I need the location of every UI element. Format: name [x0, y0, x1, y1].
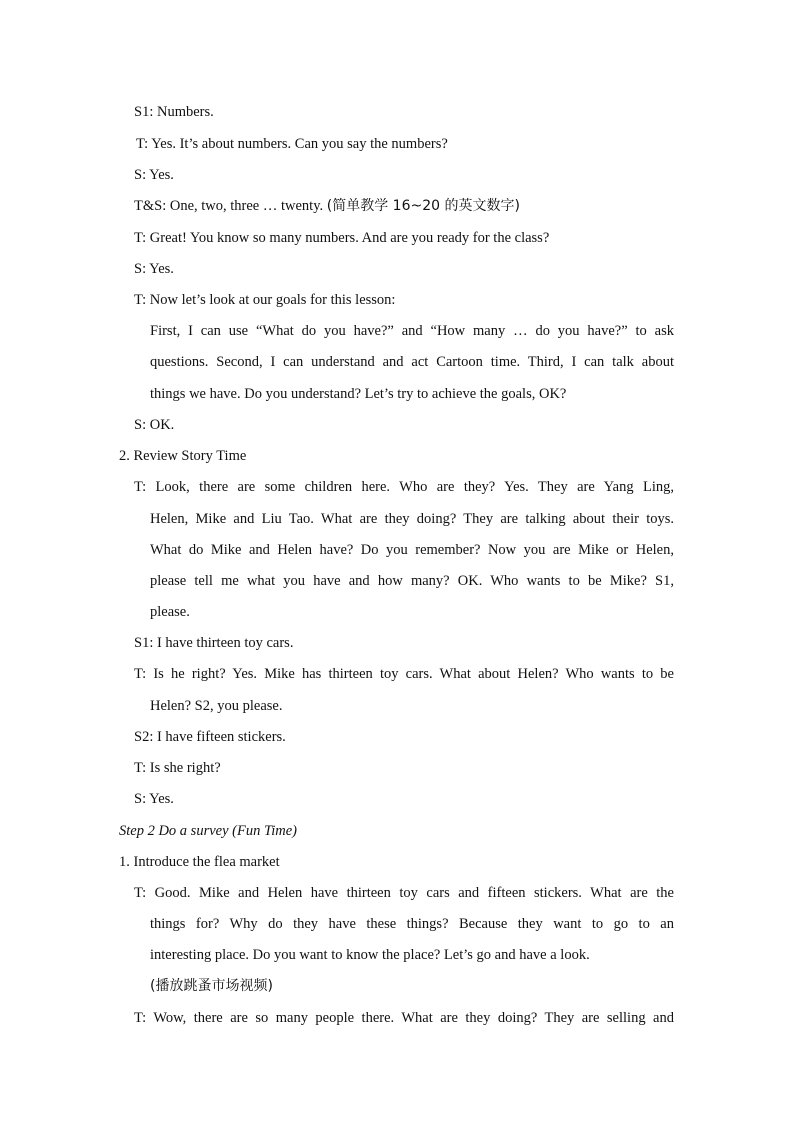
text-line: Helen, Mike and Liu Tao. What are they doing? They are talking about their toys. — [150, 511, 674, 527]
text-line: Helen? S2, you please. — [150, 698, 283, 714]
text-line: T: Yes. It’s about numbers. Can you say the numbers? — [136, 136, 448, 152]
text-line: T: Great! You know so many numbers. And are you ready for the class? — [134, 230, 550, 246]
text-line — [134, 197, 520, 215]
text-line: S1: Numbers. — [134, 104, 214, 120]
text-line: S2: I have fifteen stickers. — [134, 729, 286, 745]
text-line: S: Yes. — [134, 791, 174, 807]
text-line: S: Yes. — [134, 261, 174, 277]
chinese-annotation: (播放跳蚤市场视频) — [150, 978, 273, 994]
text-line: interesting place. Do you want to know the place? Let’s go and have a look. — [150, 947, 590, 963]
text-line: things we have. Do you understand? Let’s try to achieve the goals, OK? — [150, 386, 567, 402]
text-line: First, I can use “What do you have?” and “How many … do you have?” to ask — [150, 323, 674, 339]
step-heading: Step 2 Do a survey (Fun Time) — [119, 823, 297, 839]
text-line: please tell me what you have and how many? OK. Who wants to be Mike? S1, — [150, 573, 674, 589]
text-line: T: Is she right? — [134, 760, 221, 776]
text-segment: T&S: One, two, three … twenty. — [134, 198, 327, 214]
text-line: S: Yes. — [134, 167, 174, 183]
text-line: please. — [150, 604, 190, 620]
text-line: S: OK. — [134, 417, 175, 433]
text-line: things for? Why do they have these things? Because they want to go to an — [150, 916, 674, 932]
section-heading: 1. Introduce the flea market — [119, 854, 280, 870]
text-line: questions. Second, I can understand and act Cartoon time. Third, I can talk about — [150, 354, 674, 370]
text-line: T: Is he right? Yes. Mike has thirteen toy cars. What about Helen? Who wants to be — [134, 666, 674, 682]
section-heading: 2. Review Story Time — [119, 448, 247, 464]
text-line: S1: I have thirteen toy cars. — [134, 635, 294, 651]
text-line: T: Now let’s look at our goals for this lesson: — [134, 292, 396, 308]
chinese-annotation: (简单教学 16~20 的英文数字) — [326, 198, 520, 214]
text-line: T: Good. Mike and Helen have thirteen toy cars and fifteen stickers. What are the — [134, 885, 674, 901]
text-line: T: Look, there are some children here. Who are they? Yes. They are Yang Ling, — [134, 479, 674, 495]
text-line: T: Wow, there are so many people there. What are they doing? They are selling and — [134, 1010, 674, 1026]
text-line: What do Mike and Helen have? Do you remember? Now you are Mike or Helen, — [150, 542, 674, 558]
